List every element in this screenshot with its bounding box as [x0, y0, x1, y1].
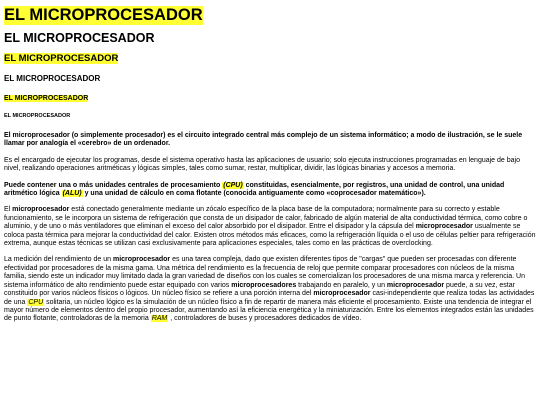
heading-3: EL MICROPROCESADOR: [4, 53, 119, 64]
alu-term: (ALU): [62, 190, 82, 198]
cpu-term-2: CPU: [28, 298, 44, 306]
cpu-term: (CPU): [223, 181, 243, 189]
ram-term: RAM: [151, 315, 168, 323]
heading-5: EL MICROPROCESADOR: [4, 95, 89, 102]
paragraph-intro: El microprocesador (o simplemente procesador) es el circuito integrado central más complejo de un sistema informático; a modo de ilustración, se le suele llamar por analogía el «cerebro» de un ordenador.: [4, 132, 523, 148]
paragraph-components: Puede contener una o más unidades centrales de procesamiento (CPU) constituidas, esencialmente, por registros, una unidad de control, una unidad aritmético lógica (ALU) y una unidad de cálculo en coma flotante (conocida antiguamente como «coprocesador matemático»).: [4, 181, 505, 198]
paragraph-function: Es el encargado de ejecutar los programas, desde el sistema operativo hasta las aplicaciones de usuario; solo ejecuta instrucciones programadas en lenguaje de bajo nivel, realizando operaciones aritméticas y lógicas simples, tales como sumar, restar, multiplicar, dividir, las lógicas binarias y accesos a memoria.: [4, 156, 520, 173]
heading-2: EL MICROPROCESADOR: [4, 31, 155, 45]
paragraph-cooling: El microprocesador está conectado generalmente mediante un zócalo específico de la placa base de la computadora; normalmente para su correcto y estable funcionamiento, se le incorpora un sistema de refrigeración que consta de un disipador de calor, fabricado de algún material de alta conductividad térmica, como cobre o aluminio, y de uno o más ventiladores que eliminan el exceso del calor absorbido por el disipador. Entre el disipador y la cápsula del microprocesador usualmente se coloca pasta térmica para mejorar la conductividad del calor. Existen otros métodos más eficaces, como la refrigeración líquida o el uso de células peltier para refrigeración extrema, aunque estas técnicas se utilizan casi exclusivamente para aplicaciones especiales, tales como en las prácticas de overclocking.: [4, 206, 536, 248]
heading-4: EL MICROPROCESADOR: [4, 74, 101, 83]
heading-6: EL MICROPROCESADOR: [4, 113, 71, 119]
paragraph-performance: La medición del rendimiento de un microprocesador es una tarea compleja, dado que existen diferentes tipos de "cargas" que pueden ser procesadas con diferente efectividad por procesadores de la misma gama. Una métrica del rendimiento es la frecuencia de reloj que permite comparar procesadores con núcleos de la misma familia, siendo este un indicador muy limitado dada la gran variedad de diseños con los cuales se comercializan los procesadores de una misma marca y referencia. Un sistema informático de alto rendimiento puede estar equipado con varios microprocesadores trabajando en paralelo, y un microprocesador puede, a su vez, estar constituido por varios núcleos físicos o lógicos. Un núcleo físico se refiere a una porción interna del microprocesador casi-independiente que realiza todas las actividades de una CPU solitaria, un núcleo lógico es la simulación de un núcleo físico a fin de repartir de manera más eficiente el procesamiento. Existe una tendencia de integrar el mayor número de elementos dentro del propio procesador, aumentando así la eficiencia energética y la miniaturización. Entre los elementos integrados están las unidades de punto flotante, controladoras de la memoria RAM , controladores de buses y procesadores dedicados de vídeo.: [4, 256, 535, 323]
heading-1: EL MICROPROCESADOR: [4, 6, 203, 24]
